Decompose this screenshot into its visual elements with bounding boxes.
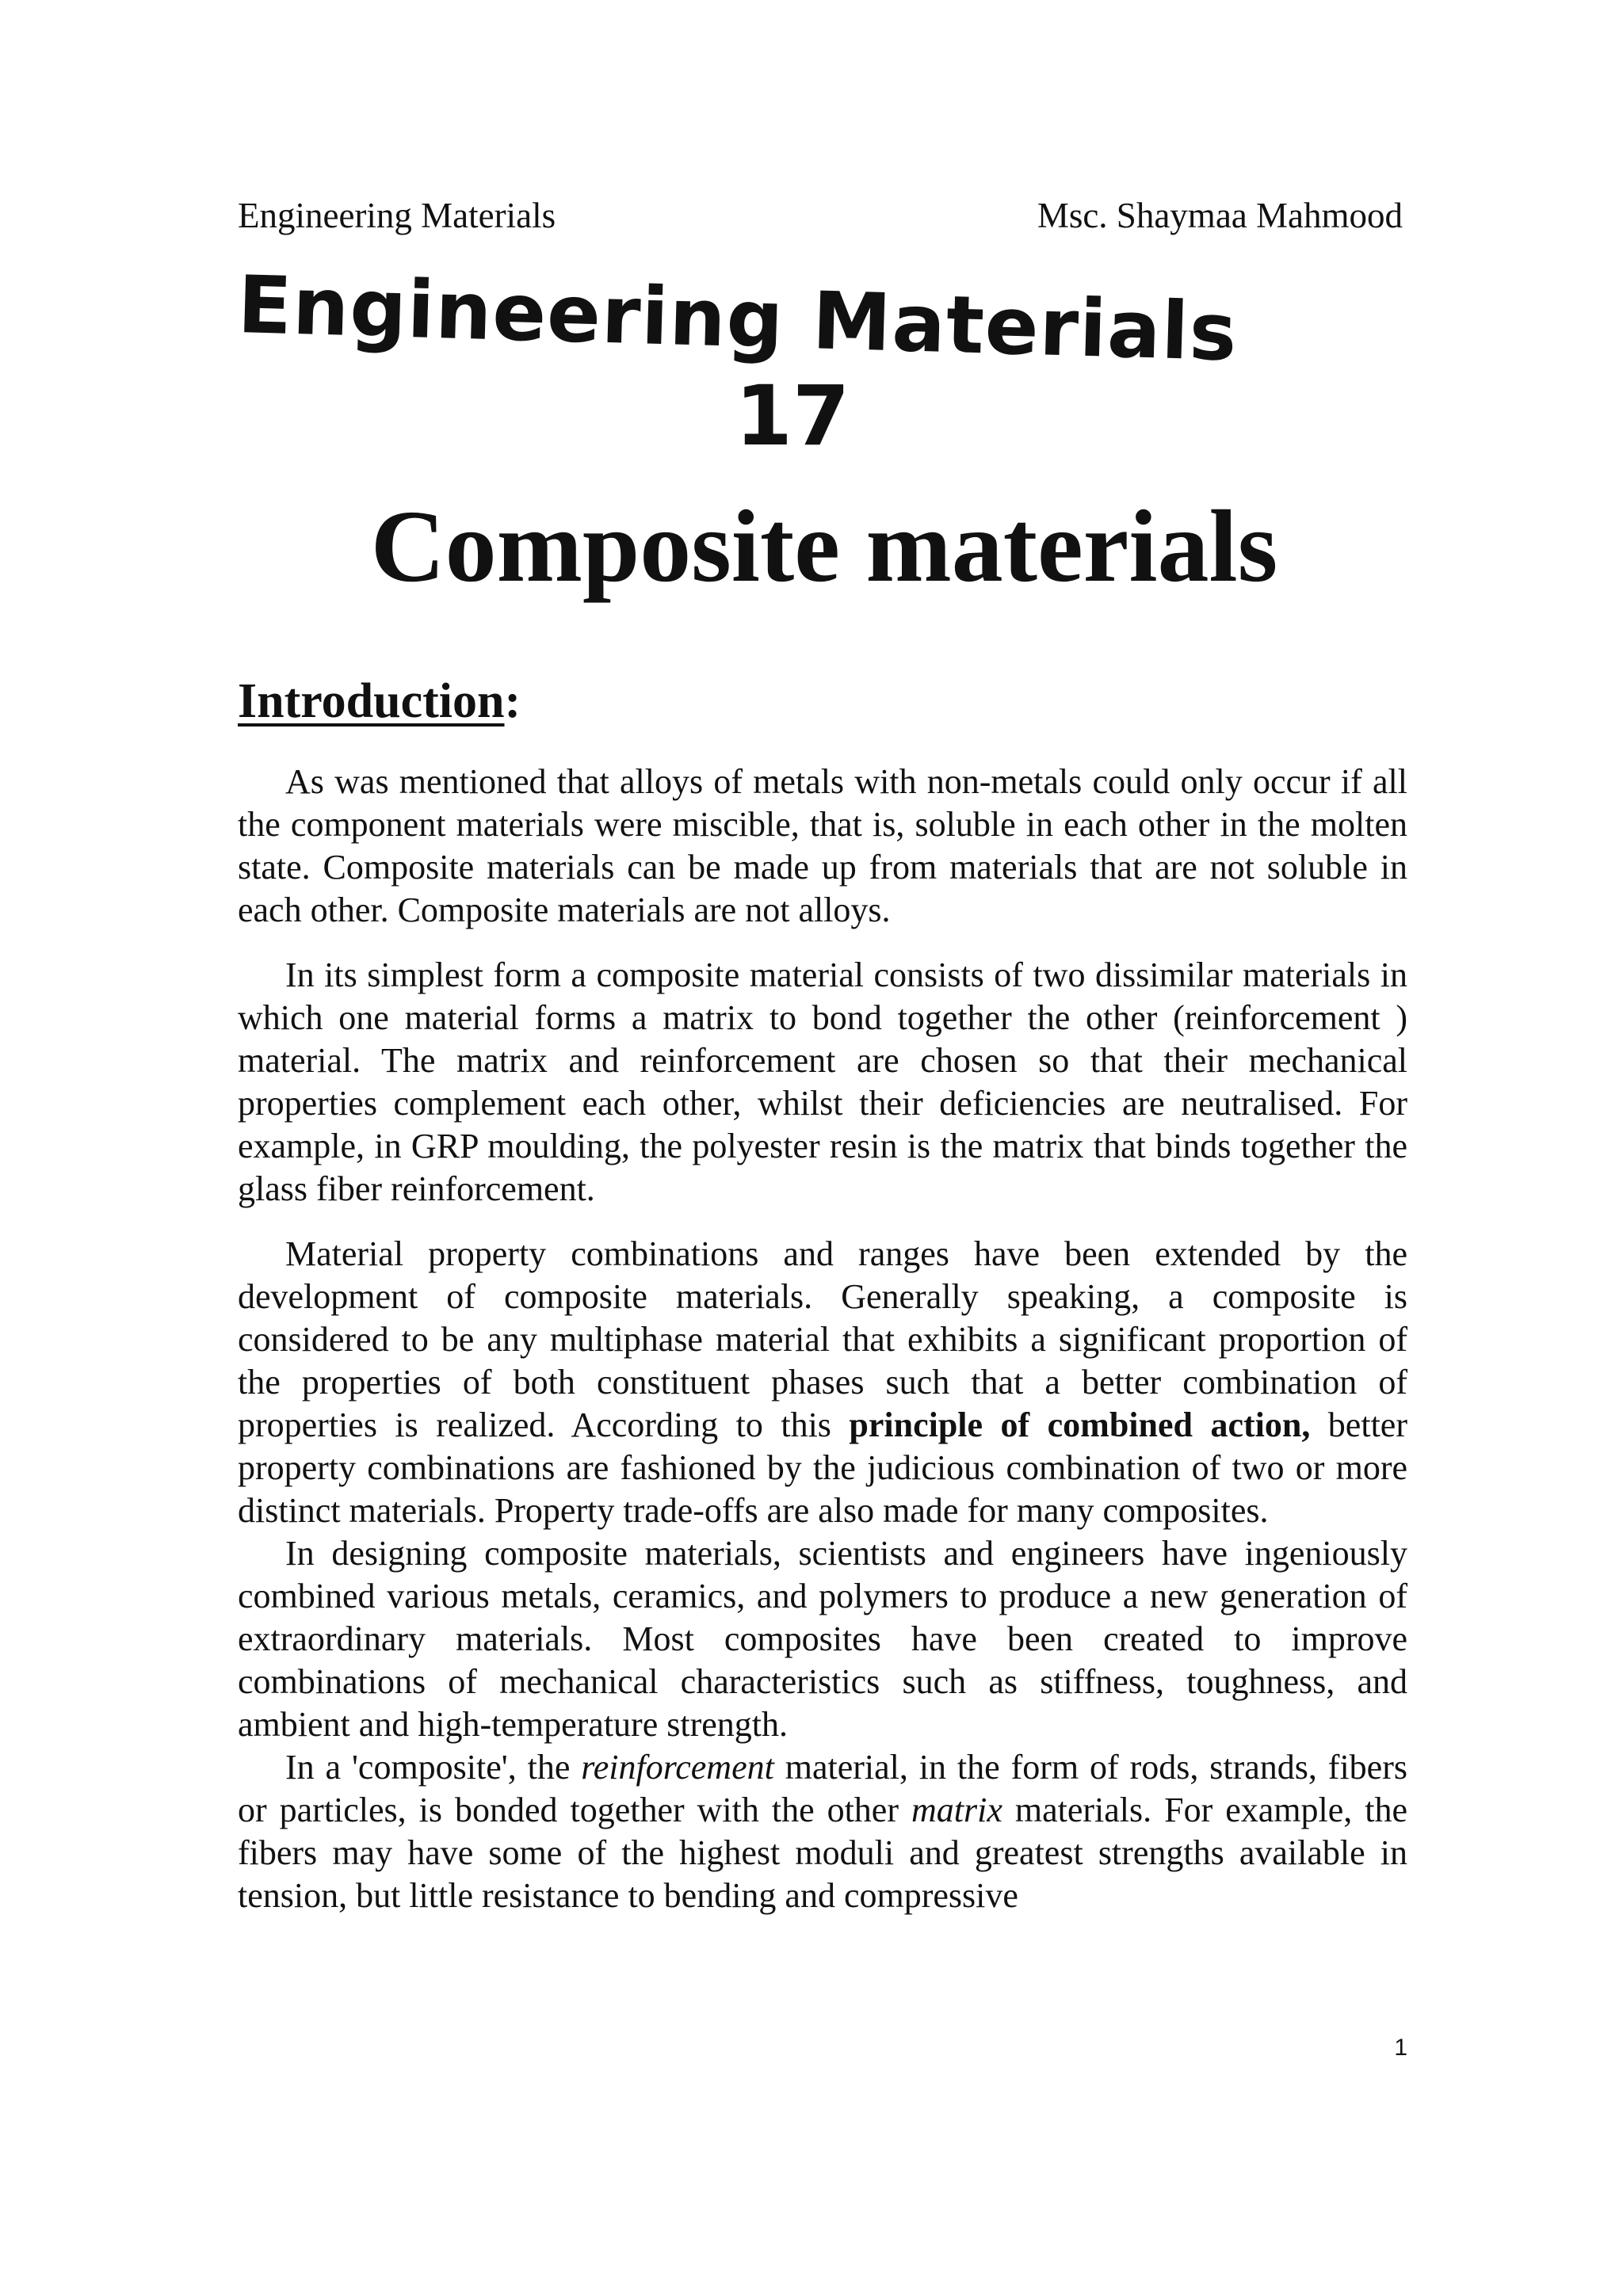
paragraph-3-text-end: better property combinations are fashioned by the judicious combination of two or more distinct materials. Property trade-offs are also made for many composites. (238, 1405, 1407, 1530)
matrix-term: matrix (911, 1791, 1002, 1829)
section-heading-text: Introduction (238, 674, 505, 728)
paragraph-1: As was mentioned that alloys of metals with non-metals could only occur if all the component materials were miscible, that is, soluble in each other in the molten state. Composite materials can be made up from materials that are not soluble in each other. Composite materials are not alloys. (238, 762, 1407, 929)
section-heading-colon: : (504, 674, 521, 728)
paragraph-5-text-a: In a 'composite', the (285, 1748, 582, 1787)
paragraph-3 (238, 1233, 1407, 1532)
paragraph-2: In its simplest form a composite material consists of two dissimilar materials in which one material forms a matrix to bond together the other (reinforcement ) material. The matrix and reinforcement are chosen so that their mechanical properties complement each other, whilst their deficiencies are neutralised. For example, in GRP moulding, the polyester resin is the matrix that binds together the glass fiber reinforcement. (238, 955, 1407, 1208)
body-text (238, 761, 1407, 1917)
paragraph-5-text-c: materials. For example, the fibers may have some of the highest moduli and greatest strengths available in tension, but little resistance to bending and compressive (238, 1791, 1407, 1915)
paragraph-5 (238, 1746, 1407, 1917)
paragraph-3-text-start: Material property combinations and ranges have been extended by the development of composite materials. Generally speaking, a composite is considered to be any multiphase material that exhibits a significant proportion of the properties of both constituent phases such that a better combination of properties is realized. According to this (238, 1234, 1407, 1444)
course-title: Engineering Materials (236, 258, 1239, 379)
header-course-name: Engineering Materials (238, 196, 556, 235)
paragraph-4: In designing composite materials, scientists and engineers have ingeniously combined various metals, ceramics, and polymers to produce a new generation of extraordinary materials. Most composites have been created to improve combinations of mechanical characteristics such as stiffness, toughness, and ambient and high-temperature strength. (238, 1534, 1407, 1744)
lecture-subject-title: Composite materials (370, 490, 1278, 604)
reinforcement-term: reinforcement (581, 1748, 774, 1787)
lecture-number: 17 (735, 368, 850, 464)
paragraph-5-text-b: material, in the form of rods, strands, fibers or particles, is bonded together with the other (238, 1748, 1407, 1829)
running-header (238, 192, 1403, 239)
section-heading (238, 669, 521, 733)
page-number: 1 (1394, 2035, 1407, 2061)
header-author-name: Msc. Shaymaa Mahmood (1037, 196, 1403, 235)
principle-of-combined-action-term: principle of combined action, (849, 1405, 1311, 1444)
